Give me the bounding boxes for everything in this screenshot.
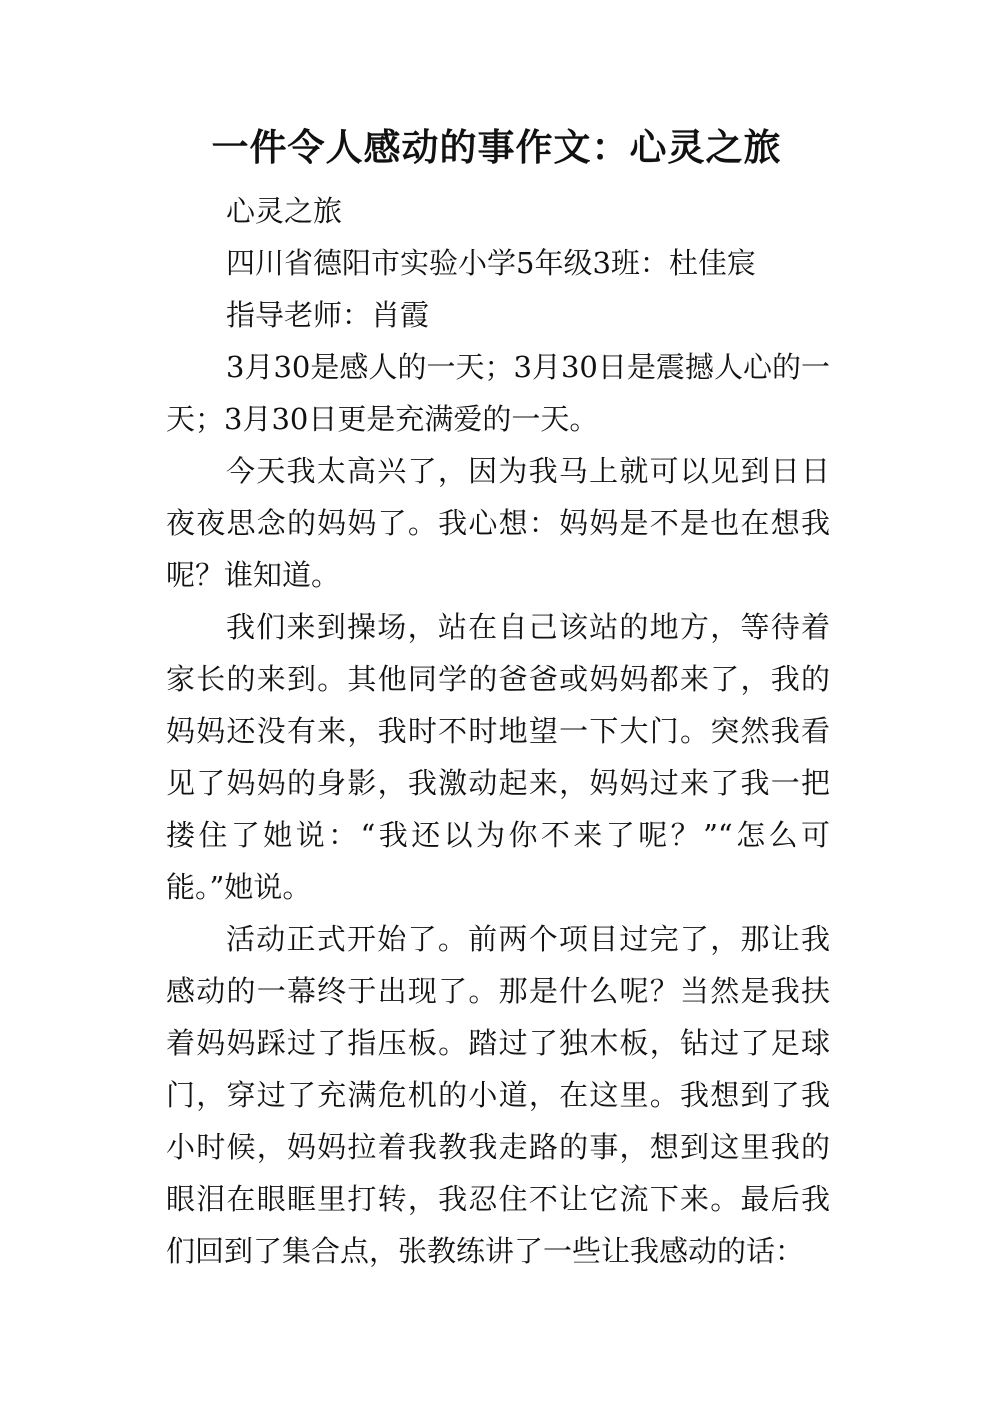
essay-subtitle: 心灵之旅 (226, 194, 343, 228)
paragraph: 今天我太高兴了，因为我马上就可以见到日日夜夜思念的妈妈了。我心想：妈妈是不是也在想我呢？谁知道。 (166, 454, 830, 592)
teacher-line: 指导老师：肖霞 (226, 298, 430, 332)
document-body (166, 185, 830, 1277)
paragraph: 活动正式开始了。前两个项目过完了，那让我感动的一幕终于出现了。那是什么呢？当然是我扶着妈妈踩过了指压板。踏过了独木板，钻过了足球门，穿过了充满危机的小道，在这里。我想到了我小时候，妈妈拉着我教我走路的事，想到这里我的眼泪在眼眶里打转，我忍住不让它流下来。最后我们回到了集合点，张教练讲了一些让我感动的话： (166, 922, 830, 1268)
document-title: 一件令人感动的事作文：心灵之旅 (211, 126, 782, 169)
paragraph: 我们来到操场，站在自己该站的地方，等待着家长的来到。其他同学的爸爸或妈妈都来了，我的妈妈还没有来，我时不时地望一下大门。突然我看见了妈妈的身影，我激动起来，妈妈过来了我一把搂住了她说：“我还以为你不来了呢？”“怎么可能。”她说。 (166, 610, 830, 904)
paragraph: 3月30是感人的一天；3月30日是震撼人心的一天；3月30日更是充满爱的一天。 (166, 350, 830, 436)
author-line: 四川省德阳市实验小学5年级3班：杜佳宸 (226, 246, 756, 280)
